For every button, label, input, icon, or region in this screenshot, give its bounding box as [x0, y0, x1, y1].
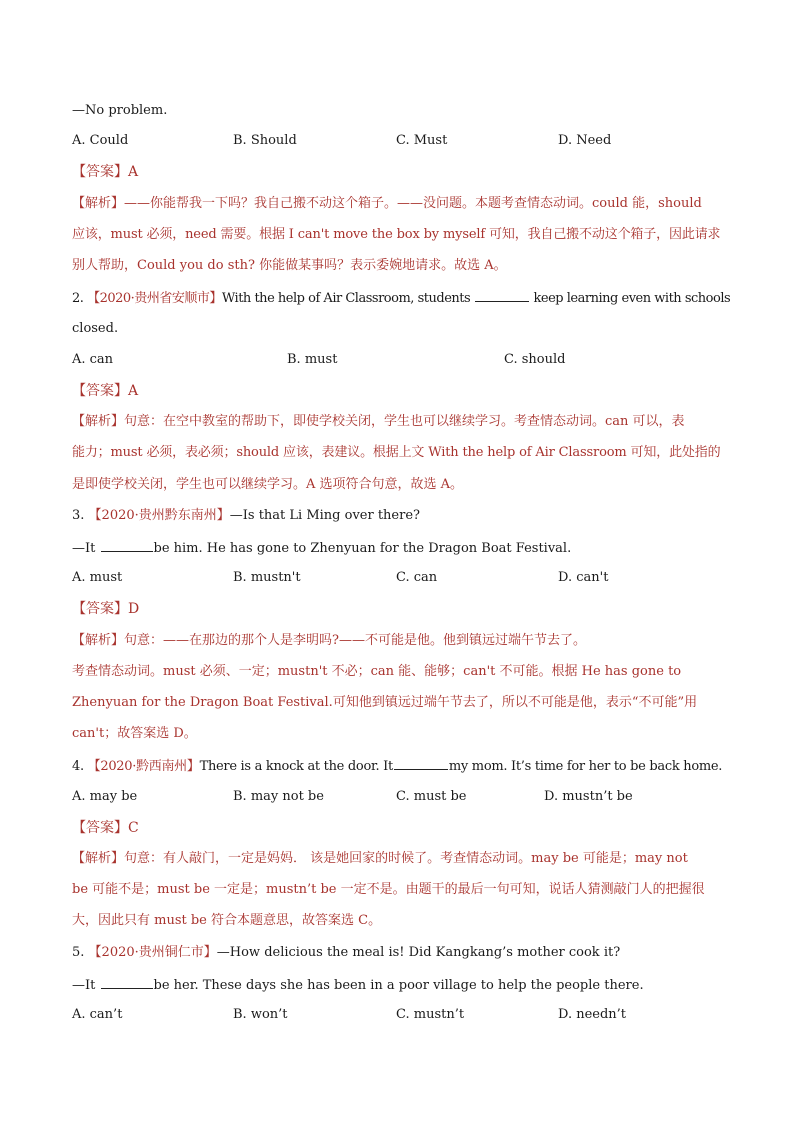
- q4-option-c: C. must be: [396, 789, 467, 804]
- q3-option-a: A. must: [72, 570, 123, 585]
- q1-option-c: C. Must: [396, 133, 448, 148]
- q1-answer-label: 【答案】: [72, 164, 128, 180]
- q4-answer: 【答案】C: [72, 820, 139, 836]
- q3-stem-line-1: 3. 【2020·贵州黔东南州】—Is that Li Ming over there?: [72, 508, 421, 523]
- q2-option-a: A. can: [72, 352, 114, 367]
- q5-stem-line-2: —It be her. These days she has been in a poor village to help the people there.: [72, 978, 644, 993]
- q1-option-b: B. Should: [233, 133, 297, 148]
- q1-option-d: D. Need: [558, 133, 612, 148]
- q3-source: 【2020·贵州黔东南州】: [88, 508, 230, 523]
- q5-answer-blank: [101, 976, 153, 989]
- q2-number: 2.: [72, 291, 84, 306]
- q2-stem: 2. 【2020·贵州省安顺市】With the help of Air Classroom, students keep learning even with schools: [72, 291, 731, 306]
- q3-analysis-line-3: Zhenyuan for the Dragon Boat Festival.可知他到镇远过端午节去了，所以不可能是他，表示“不可能”用: [72, 695, 698, 710]
- q3-analysis-line-1: 【解析】句意：——在那边的那个人是李明吗?——不可能是他。他到镇远过端午节去了。: [72, 633, 586, 648]
- q3-analysis-line-2: 考查情态动词。must 必须、一定；mustn't 不必；can 能、能够；can't 不可能。根据 He has gone to: [72, 664, 682, 679]
- q2-answer: 【答案】A: [72, 383, 139, 399]
- q1-options: [72, 133, 724, 149]
- q4-analysis-line-3: 大，因此只有 must be 符合本题意思，故答案选 C。: [72, 913, 382, 928]
- q5-option-a: A. can’t: [72, 1007, 123, 1022]
- q4-answer-blank: [394, 757, 448, 770]
- q3-analysis-line-4: can't；故答案选 D。: [72, 726, 197, 741]
- q3-answer: 【答案】D: [72, 601, 140, 617]
- q4-option-d: D. mustn’t be: [544, 789, 633, 804]
- q5-option-c: C. mustn’t: [396, 1007, 465, 1022]
- q3-option-c: C. can: [396, 570, 438, 585]
- q3-option-d: D. can't: [558, 570, 609, 585]
- q2-answer-blank: [475, 289, 529, 302]
- q2-analysis-line-3: 是即使学校关闭，学生也可以继续学习。A 选项符合句意，故选 A。: [72, 477, 464, 492]
- q5-stem-line-1: 5. 【2020·贵州铜仁市】—How delicious the meal is! Did Kangkang’s mother cook it?: [72, 945, 621, 960]
- q1-option-a: A. Could: [72, 133, 129, 148]
- q1-answer: [72, 164, 138, 180]
- q5-option-b: B. won’t: [233, 1007, 288, 1022]
- q2-source: 【2020·贵州省安顺市】: [87, 291, 222, 306]
- q3-option-b: B. mustn't: [233, 570, 301, 585]
- q1-analysis-label: 【解析】: [72, 196, 125, 211]
- q2-options: [72, 352, 724, 368]
- q1-analysis-line-1: 【解析】——你能帮我一下吗？我自己搬不动这个箱子。——没问题。本题考查情态动词。could 能，should: [72, 196, 702, 211]
- q4-options: [72, 789, 724, 805]
- q4-option-a: A. may be: [72, 789, 138, 804]
- q1-answer-value: A: [128, 164, 139, 180]
- q4-option-b: B. may not be: [233, 789, 324, 804]
- q1-analysis-line-3: 别人帮助，Could you do sth? 你能做某事吗？表示委婉地请求。故选 A。: [72, 258, 507, 273]
- q3-answer-blank: [101, 539, 153, 552]
- q4-source: 【2020·黔西南州】: [87, 759, 200, 774]
- q1-analysis-line-2: 应该，must 必须，need 需要。根据 I can't move the box by myself 可知，我自己搬不动这个箱子，因此请求: [72, 227, 721, 242]
- q2-option-c: C. should: [504, 352, 566, 367]
- q4-analysis-line-2: be 可能不是；must be 一定是；mustn’t be 一定不是。由题干的最后一句可知，说话人猜测敲门人的把握很: [72, 882, 705, 897]
- q2-analysis-line-2: 能力；must 必须，表必须；should 应该，表建议。根据上文 With the help of Air Classroom 可知，此处指的: [72, 445, 721, 460]
- q4-stem: 4. 【2020·黔西南州】There is a knock at the door. It my mom. It’s time for her to be back home.: [72, 759, 723, 774]
- q3-options: [72, 570, 724, 586]
- q5-source: 【2020·贵州铜仁市】: [88, 945, 217, 960]
- q5-options: [72, 1007, 724, 1023]
- q2-analysis-line-1: 【解析】句意：在空中教室的帮助下，即使学校关闭，学生也可以继续学习。考查情态动词。can 可以，表: [72, 414, 685, 429]
- q1-reply: —No problem.: [72, 103, 168, 118]
- q4-analysis-line-1: 【解析】句意：有人敲门，一定是妈妈． 该是她回家的时候了。考查情态动词。may be 可能是；may not: [72, 851, 688, 866]
- q2-stem-line-2: closed.: [72, 321, 119, 336]
- q2-option-b: B. must: [287, 352, 338, 367]
- q5-option-d: D. needn’t: [558, 1007, 627, 1022]
- q3-stem-line-2: —It be him. He has gone to Zhenyuan for the Dragon Boat Festival.: [72, 541, 572, 556]
